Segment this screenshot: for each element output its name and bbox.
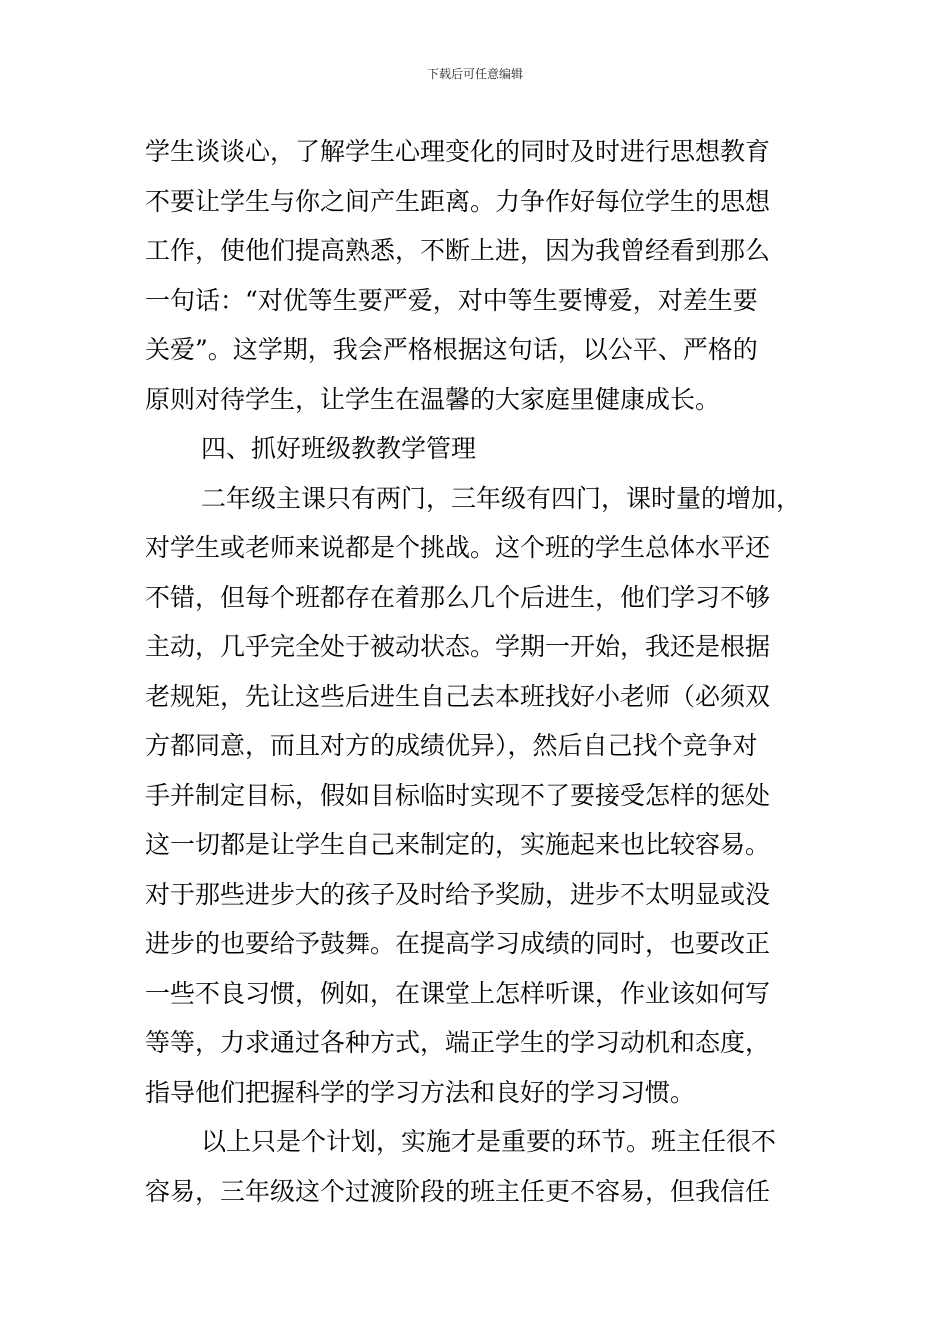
- text-line: 一些不良习惯，例如，在课堂上怎样听课，作业该如何写: [145, 978, 771, 1008]
- text-line: 二年级主课只有两门，三年级有四门，课时量的增加，: [201, 483, 802, 513]
- text-line: 学生谈谈心，了解学生心理变化的同时及时进行思想教育: [145, 137, 771, 166]
- section-heading: 四、抓好班级教教学管理: [201, 434, 477, 463]
- text-line: 方都同意，而且对方的成绩优异），然后自己找个竞争对: [145, 731, 758, 760]
- text-line: 容易，三年级这个过渡阶段的班主任更不容易，但我信任: [145, 1176, 771, 1206]
- text-line: 老规矩，先让这些后进生自己去本班找好小老师（必须双: [145, 681, 771, 711]
- text-line: 工作，使他们提高熟悉，不断上进，因为我曾经看到那么: [145, 236, 771, 265]
- document-body: [145, 127, 835, 1216]
- text-line: 等等，力求通过各种方式，端正学生的学习动机和态度，: [145, 1028, 771, 1057]
- text-line: 对学生或老师来说都是个挑战。这个班的学生总体水平还: [145, 533, 771, 562]
- text-line: 以上只是个计划，实施才是重要的环节。班主任很不: [201, 1127, 777, 1156]
- page-header: 下载后可任意编辑: [426, 67, 523, 81]
- text-line: 这一切都是让学生自己来制定的，实施起来也比较容易。: [145, 830, 771, 859]
- text-line: 不错，但每个班都存在着那么几个后进生，他们学习不够: [145, 582, 771, 612]
- text-line: 原则对待学生，让学生在温馨的大家庭里健康成长。: [145, 384, 721, 414]
- text-line: 对于那些进步大的孩子及时给予奖励，进步不太明显或没: [145, 879, 771, 909]
- text-line: 不要让学生与你之间产生距离。力争作好每位学生的思想: [145, 186, 771, 216]
- text-line: 主动，几乎完全处于被动状态。学期一开始，我还是根据: [145, 632, 771, 661]
- text-line: 手并制定目标，假如目标临时实现不了要接受怎样的惩处: [145, 780, 771, 810]
- text-line: 进步的也要给予鼓舞。在提高学习成绩的同时，也要改正: [145, 929, 771, 958]
- text-line: 关爱”。这学期，我会严格根据这句话，以公平、严格的: [145, 335, 758, 364]
- text-line: 指导他们把握科学的学习方法和良好的学习习惯。: [145, 1077, 696, 1107]
- text-line: 一句话：“对优等生要严爱，对中等生要博爱，对差生要: [145, 285, 758, 315]
